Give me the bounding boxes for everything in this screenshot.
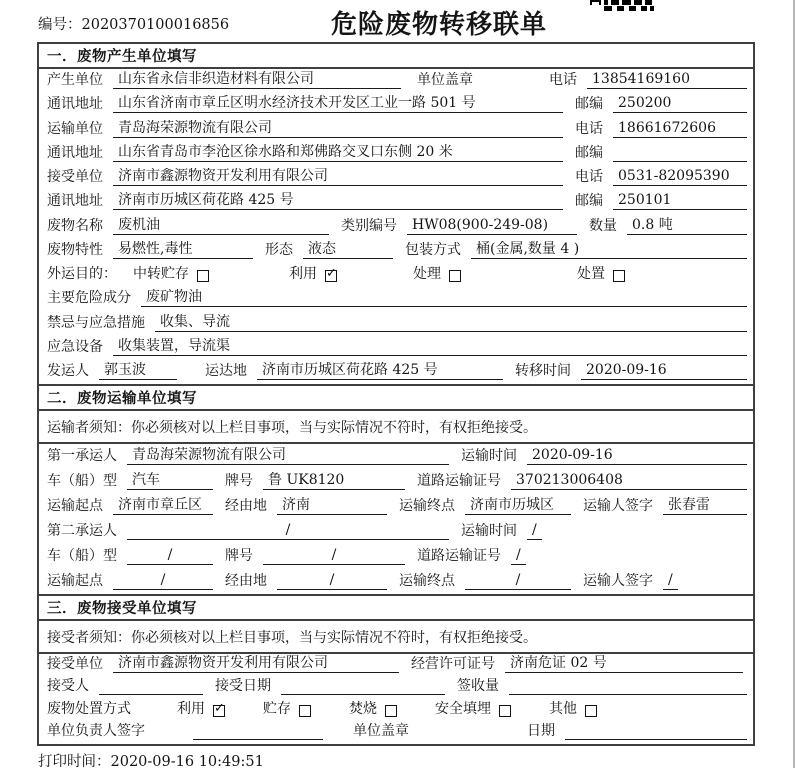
producer-section-title: 一．废物产生单位填写 bbox=[39, 44, 753, 69]
receiver-section-title: 三．废物接受单位填写 bbox=[39, 596, 753, 621]
transporter-address-value: 山东省青岛市李沧区徐水路和郑佛路交叉口东侧 20 米 bbox=[113, 144, 563, 162]
transporter-phone-label: 电话 bbox=[575, 120, 603, 137]
responsible-sign-row bbox=[39, 722, 753, 745]
via2-value: / bbox=[277, 572, 387, 590]
plate2-value: / bbox=[263, 547, 405, 565]
producer-unit-value: 山东省永信非织造材料有限公司 bbox=[113, 71, 401, 89]
producer-address-label: 通讯地址 bbox=[47, 96, 103, 113]
receiver-unit-label: 接受单位 bbox=[47, 169, 103, 186]
plate1-label: 牌号 bbox=[225, 473, 253, 489]
print-time-value: 2020-09-16 10:49:51 bbox=[110, 754, 264, 770]
hazard-component-value: 废矿物油 bbox=[141, 289, 747, 307]
receiver-unit-value: 济南市鑫源物资开发利用有限公司 bbox=[113, 168, 563, 186]
vehicle-type1-value: 汽车 bbox=[127, 472, 213, 490]
disposal-storage-checkbox-box bbox=[299, 705, 311, 717]
shipper-label: 发运人 bbox=[47, 363, 89, 380]
emergency-equipment-label: 应急设备 bbox=[47, 338, 103, 355]
transporter-address-label: 通讯地址 bbox=[47, 144, 103, 161]
emergency-measures-value: 收集、导流 bbox=[155, 314, 747, 332]
producer-phone-value: 13854169160 bbox=[587, 71, 747, 89]
unit-seal2-label: 单位盖章 bbox=[353, 723, 409, 739]
qr-code-fragment-icon bbox=[590, 0, 654, 11]
receiver-address-row bbox=[39, 190, 753, 214]
waste-name-label: 废物名称 bbox=[47, 217, 103, 234]
disposal-storage-checkbox-label: 贮存 bbox=[263, 700, 291, 717]
disposal-landfill-checkbox-box bbox=[499, 705, 511, 717]
road-permit2-label: 道路运输证号 bbox=[417, 548, 501, 564]
disposal-landfill-checkbox-label: 安全填埋 bbox=[435, 700, 491, 717]
receiver-phone-value: 0531-82095390 bbox=[613, 168, 747, 186]
vehicle2-row bbox=[39, 544, 753, 569]
vehicle-type1-label: 车（船）型 bbox=[47, 473, 117, 489]
carrier2-row bbox=[39, 519, 753, 544]
producer-address-row bbox=[39, 93, 753, 117]
transporter-section bbox=[39, 384, 753, 594]
route2-row bbox=[39, 569, 753, 594]
carrier1-row bbox=[39, 444, 753, 469]
receiver-zip-value: 250101 bbox=[613, 192, 747, 210]
quantity-value: 0.8 吨 bbox=[627, 217, 747, 235]
shipper-value: 郭玉波 bbox=[99, 362, 177, 380]
via1-label: 经由地 bbox=[225, 498, 267, 514]
origin2-value: / bbox=[113, 572, 213, 590]
waste-name-value: 废机油 bbox=[113, 217, 329, 235]
transporter-phone-value: 18661672606 bbox=[613, 120, 747, 138]
transport-time1-label: 运输时间 bbox=[461, 448, 517, 464]
disposal-method-row bbox=[39, 699, 753, 722]
producer-unit-row bbox=[39, 69, 753, 93]
road-permit1-label: 道路运输证号 bbox=[417, 473, 501, 489]
endpoint1-value: 济南市历城区 bbox=[465, 497, 571, 515]
purpose-utilize-checkbox bbox=[289, 266, 337, 283]
transporter-sign1-value: 张春雷 bbox=[663, 497, 747, 515]
receiver-section bbox=[39, 594, 753, 744]
vehicle1-row bbox=[39, 469, 753, 494]
producer-zip-value: 250200 bbox=[613, 95, 747, 113]
date-value bbox=[565, 723, 747, 740]
disposal-storage-checkbox bbox=[263, 701, 311, 718]
destination-value: 济南市历城区荷花路 425 号 bbox=[257, 362, 503, 380]
origin2-label: 运输起点 bbox=[47, 573, 103, 589]
transporter-sign2-value: / bbox=[663, 572, 678, 590]
packaging-label: 包装方式 bbox=[405, 241, 461, 258]
transport-time2-label: 运输时间 bbox=[461, 523, 517, 539]
disposal-method-label: 废物处置方式 bbox=[47, 700, 131, 717]
carrier1-value: 青岛海荣源物流有限公司 bbox=[127, 447, 449, 465]
carrier2-value: / bbox=[127, 522, 449, 540]
purpose-dispose-checkbox bbox=[577, 266, 625, 283]
receive-unit-row bbox=[39, 654, 753, 677]
vehicle-type2-label: 车（船）型 bbox=[47, 548, 117, 564]
origin1-value: 济南市章丘区 bbox=[113, 497, 213, 515]
manifest-table bbox=[37, 42, 755, 746]
purpose-treat-checkbox bbox=[413, 266, 461, 283]
via1-value: 济南 bbox=[277, 497, 387, 515]
receiver-section-notice: 接受者须知：你必须核对以上栏目事项，当与实际情况不符时，有权拒绝接受。 bbox=[39, 621, 753, 654]
waste-property-value: 易燃性,毒性 bbox=[113, 241, 253, 259]
emergency-equipment-value: 收集装置，导流渠 bbox=[113, 338, 747, 356]
page-edge-divider bbox=[793, 0, 795, 768]
transport-time1-value: 2020-09-16 bbox=[527, 447, 747, 465]
via2-label: 经由地 bbox=[225, 573, 267, 589]
transfer-purpose-label: 外运目的： bbox=[47, 266, 117, 283]
transporter-unit-label: 运输单位 bbox=[47, 120, 103, 137]
serial-number-line bbox=[38, 13, 229, 34]
waste-property-label: 废物特性 bbox=[47, 241, 103, 258]
serial-label: 编号： bbox=[38, 17, 82, 33]
producer-unit-label: 产生单位 bbox=[47, 72, 103, 89]
transporter-section-notice: 运输者须知：你必须核对以上栏目事项，当与实际情况不符时，有权拒绝接受。 bbox=[39, 411, 753, 444]
producer-address-value: 山东省济南市章丘区明水经济技术开发区工业一路 501 号 bbox=[113, 95, 563, 113]
receive-person-label: 接受人 bbox=[47, 678, 89, 694]
receive-person-value bbox=[99, 678, 203, 695]
producer-phone-label: 电话 bbox=[549, 72, 577, 89]
receive-unit-label: 接受单位 bbox=[47, 655, 103, 672]
purpose-transit-storage-checkbox-label: 中转贮存 bbox=[133, 266, 189, 283]
producer-section bbox=[39, 44, 753, 384]
date-label: 日期 bbox=[527, 723, 555, 739]
transporter-section-title: 二．废物运输单位填写 bbox=[39, 386, 753, 411]
disposal-incinerate-checkbox-label: 焚烧 bbox=[349, 700, 377, 717]
producer-zip-label: 邮编 bbox=[575, 96, 603, 113]
receiver-phone-label: 电话 bbox=[575, 169, 603, 186]
unit-seal-label: 单位盖章 bbox=[417, 72, 473, 89]
disposal-other-checkbox bbox=[549, 701, 597, 718]
emergency-measures-label: 禁忌与应急措施 bbox=[47, 314, 145, 331]
sign-quantity-value bbox=[509, 678, 747, 695]
disposal-utilize-checkbox-label: 利用 bbox=[177, 700, 205, 717]
route1-row bbox=[39, 494, 753, 519]
destination-label: 运达地 bbox=[205, 363, 247, 380]
disposal-utilize-checkbox bbox=[177, 701, 225, 718]
sign-quantity-label: 签收量 bbox=[457, 678, 499, 694]
receiver-address-label: 通讯地址 bbox=[47, 193, 103, 210]
plate2-label: 牌号 bbox=[225, 548, 253, 564]
carrier1-label: 第一承运人 bbox=[47, 448, 117, 464]
endpoint1-label: 运输终点 bbox=[399, 498, 455, 514]
purpose-utilize-checkbox-label: 利用 bbox=[289, 266, 317, 283]
disposal-other-checkbox-label: 其他 bbox=[549, 700, 577, 717]
endpoint2-label: 运输终点 bbox=[399, 573, 455, 589]
hazard-component-row bbox=[39, 287, 753, 311]
receiver-zip-label: 邮编 bbox=[575, 193, 603, 210]
responsible-sign-value bbox=[193, 723, 323, 740]
shipper-row bbox=[39, 360, 753, 384]
purpose-dispose-checkbox-label: 处置 bbox=[577, 266, 605, 283]
emergency-measures-row bbox=[39, 311, 753, 335]
transporter-sign2-label: 运输人签字 bbox=[583, 573, 653, 589]
vehicle-type2-value: / bbox=[127, 547, 213, 565]
quantity-label: 数量 bbox=[589, 217, 617, 234]
transport-time2-value: / bbox=[527, 522, 542, 540]
receive-date-value bbox=[281, 678, 445, 695]
disposal-landfill-checkbox bbox=[435, 701, 511, 718]
waste-property-row bbox=[39, 239, 753, 263]
hazard-component-label: 主要危险成分 bbox=[47, 290, 131, 307]
transporter-sign1-label: 运输人签字 bbox=[583, 498, 653, 514]
purpose-dispose-checkbox-box bbox=[613, 270, 625, 282]
transfer-date-label: 转移时间 bbox=[515, 363, 571, 380]
responsible-sign-label: 单位负责人签字 bbox=[47, 723, 145, 739]
disposal-incinerate-checkbox bbox=[349, 701, 397, 718]
waste-name-row bbox=[39, 214, 753, 238]
purpose-utilize-checkbox-checkmark-icon: ✓ bbox=[326, 266, 337, 282]
category-code-value: HW08(900-249-08) bbox=[407, 217, 577, 235]
road-permit1-value: 370213006408 bbox=[511, 472, 747, 490]
receiver-unit-row bbox=[39, 166, 753, 190]
carrier2-label: 第二承运人 bbox=[47, 523, 117, 539]
purpose-treat-checkbox-box bbox=[449, 270, 461, 282]
receive-person-row bbox=[39, 677, 753, 700]
disposal-utilize-checkbox-box bbox=[213, 700, 225, 717]
endpoint2-value: / bbox=[465, 572, 571, 590]
category-code-label: 类别编号 bbox=[341, 217, 397, 234]
transfer-date-value: 2020-09-16 bbox=[581, 362, 747, 380]
form-value: 液态 bbox=[303, 241, 393, 259]
transporter-unit-value: 青岛海荣源物流有限公司 bbox=[113, 120, 563, 138]
packaging-value: 桶(金属,数量 4 ) bbox=[471, 241, 747, 259]
license-value: 济南危证 02 号 bbox=[505, 655, 743, 673]
disposal-utilize-checkbox-checkmark-icon: ✓ bbox=[214, 700, 225, 716]
print-time-label: 打印时间： bbox=[38, 754, 111, 770]
emergency-equipment-row bbox=[39, 336, 753, 360]
transporter-zip-value bbox=[613, 145, 747, 162]
plate1-value: 鲁 UK8120 bbox=[263, 472, 405, 490]
origin1-label: 运输起点 bbox=[47, 498, 103, 514]
transporter-zip-label: 邮编 bbox=[575, 144, 603, 161]
disposal-other-checkbox-box bbox=[585, 705, 597, 717]
purpose-utilize-checkbox-box bbox=[325, 266, 337, 282]
form-label: 形态 bbox=[265, 241, 293, 258]
road-permit2-value: / bbox=[511, 547, 526, 565]
purpose-transit-storage-checkbox-box bbox=[197, 270, 209, 282]
license-label: 经营许可证号 bbox=[411, 655, 495, 672]
purpose-treat-checkbox-label: 处理 bbox=[413, 266, 441, 283]
receive-unit-value: 济南市鑫源物资开发利用有限公司 bbox=[113, 655, 399, 673]
transporter-address-row bbox=[39, 142, 753, 166]
receive-date-label: 接受日期 bbox=[215, 678, 271, 694]
purpose-transit-storage-checkbox bbox=[133, 266, 209, 283]
transporter-unit-row bbox=[39, 117, 753, 141]
transfer-purpose-row bbox=[39, 263, 753, 287]
page-title: 危险废物转移联单 bbox=[331, 10, 548, 40]
receiver-address-value: 济南市历城区荷花路 425 号 bbox=[113, 192, 563, 210]
disposal-incinerate-checkbox-box bbox=[385, 705, 397, 717]
serial-number: 2020370100016856 bbox=[81, 17, 230, 33]
